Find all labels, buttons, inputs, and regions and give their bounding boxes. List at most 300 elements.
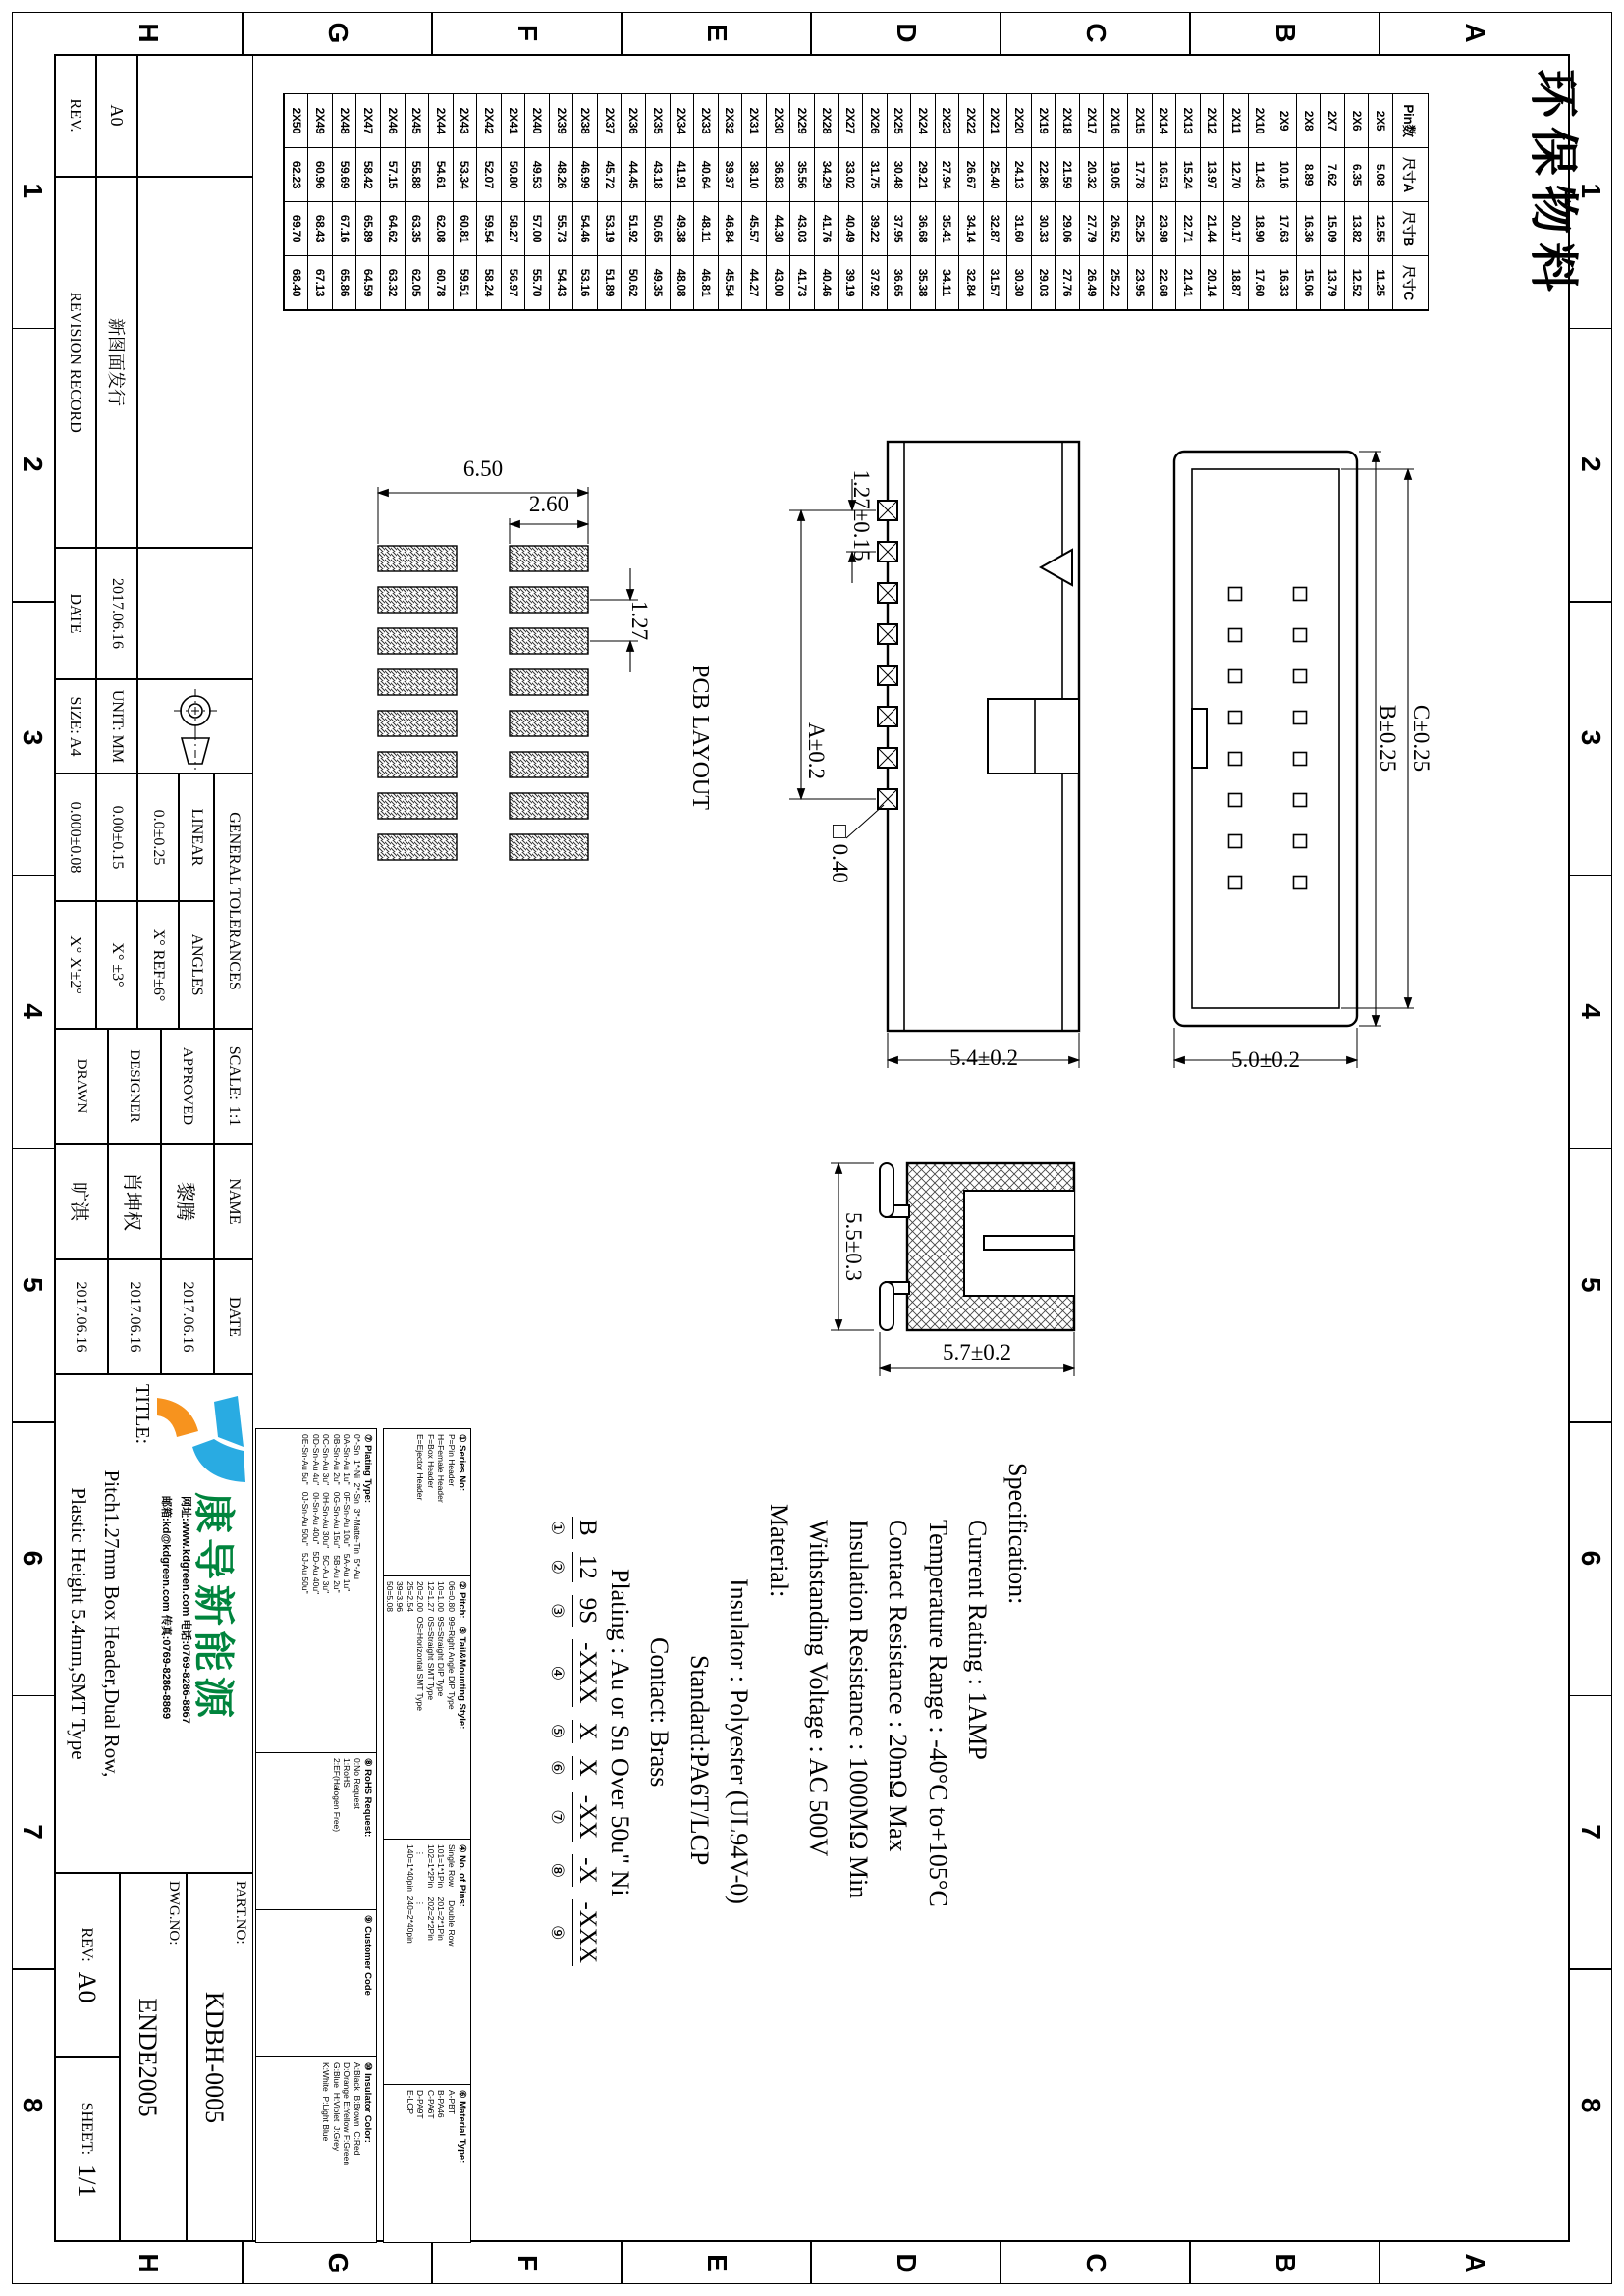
notes-line: E-LCP bbox=[406, 2090, 415, 2115]
zone-tick bbox=[432, 12, 434, 54]
notes-line: 1:RoHS bbox=[342, 1758, 352, 1788]
notes-line: D-PA9T bbox=[415, 2090, 426, 2119]
notes-line: 102=1*2Pin 202=2*2Pin bbox=[426, 1844, 436, 1941]
pcb-pad bbox=[378, 752, 457, 777]
dimension-cell: 36.68 bbox=[910, 202, 935, 256]
pin-count-cell: 2X15 bbox=[1127, 94, 1152, 148]
pn-segment bbox=[547, 1720, 601, 1743]
revision-entry-rev: A0 bbox=[96, 54, 137, 177]
projection-symbol-cell bbox=[137, 679, 253, 774]
zone-col-top-5: 5 bbox=[1576, 1277, 1607, 1293]
drawn-role: DRAWN bbox=[54, 1029, 108, 1144]
dim-pcb-span: 6.50 bbox=[462, 456, 504, 481]
zone-tick bbox=[12, 1968, 54, 1970]
rev-cell bbox=[54, 1873, 120, 2057]
dimension-cell: 59.54 bbox=[476, 202, 501, 256]
size-cell: SIZE: A4 bbox=[54, 679, 96, 774]
notes-line: P=Pin Header bbox=[447, 1434, 457, 1487]
zone-col-bottom-4: 4 bbox=[18, 1003, 49, 1019]
end-view-inner-wall bbox=[1192, 469, 1339, 1008]
pcb-pad bbox=[510, 546, 588, 571]
dimension-cell: 46.81 bbox=[693, 256, 718, 310]
dimension-cell: 15.06 bbox=[1296, 256, 1321, 310]
notes-column bbox=[256, 1753, 376, 1910]
notes-column bbox=[384, 1576, 470, 1840]
dimension-cell: 17.60 bbox=[1248, 256, 1272, 310]
notes-line: 10=1.00 9S=Straight DIP Type bbox=[436, 1581, 447, 1697]
end-pin bbox=[1294, 835, 1307, 848]
pin-table-header: 尺寸A bbox=[1392, 148, 1428, 202]
dimension-cell: 22.71 bbox=[1175, 202, 1200, 256]
pn-segment-text: 9S bbox=[572, 1595, 601, 1627]
pcb-pad bbox=[510, 752, 588, 777]
pin-count-cell: 2X42 bbox=[476, 94, 501, 148]
zone-tick bbox=[811, 12, 813, 54]
pin-count-cell: 2X25 bbox=[887, 94, 911, 148]
dimension-cell: 58.24 bbox=[476, 256, 501, 310]
pin-count-cell: 2X39 bbox=[549, 94, 573, 148]
dimension-cell: 17.63 bbox=[1272, 202, 1296, 256]
end-pin bbox=[1229, 753, 1242, 766]
pin-count-cell: 2X41 bbox=[501, 94, 525, 148]
dimension-cell: 27.79 bbox=[1079, 202, 1104, 256]
unit-cell: UNIT: MM bbox=[96, 679, 137, 774]
dimension-cell: 57.00 bbox=[524, 202, 549, 256]
dimension-cell: 67.13 bbox=[307, 256, 332, 310]
zone-tick bbox=[1570, 875, 1612, 877]
notes-line: K:White P:Light Blue bbox=[321, 2062, 332, 2142]
dimension-cell: 62.23 bbox=[284, 148, 308, 202]
dimension-cell: 16.36 bbox=[1296, 202, 1321, 256]
dimension-cell: 55.70 bbox=[524, 256, 549, 310]
dimension-cell: 13.97 bbox=[1200, 148, 1224, 202]
part-no-label: PART.NO: bbox=[233, 1881, 248, 1945]
pn-segment-text: 12 bbox=[572, 1552, 601, 1582]
zone-tick bbox=[243, 2242, 244, 2284]
end-pin bbox=[1294, 712, 1307, 724]
angles-header: ANGLES bbox=[179, 901, 214, 1029]
date-header: DATE bbox=[214, 1259, 253, 1374]
notes-line: 0B-Sn-Au 2u" 0G-Sn-Au 15u" 5B-Au 2u" bbox=[332, 1434, 342, 1593]
dimension-cell: 27.94 bbox=[935, 148, 959, 202]
pn-segment-ref: ⑤ bbox=[547, 1724, 567, 1739]
notes-line: 25=2.54 bbox=[406, 1581, 415, 1612]
scale-label: SCALE: bbox=[226, 1045, 243, 1100]
pin-count-cell: 2X13 bbox=[1175, 94, 1200, 148]
notes-line: 140=1*40pin 240=2*40pin bbox=[406, 1844, 415, 1944]
pin-count-cell: 2X40 bbox=[524, 94, 549, 148]
notes-column-title: ④ No. of Pins: bbox=[457, 1844, 467, 1907]
pin-count-cell: 2X7 bbox=[1320, 94, 1344, 148]
dimension-cell: 10.16 bbox=[1272, 148, 1296, 202]
dimension-cell: 39.37 bbox=[718, 148, 742, 202]
revision-empty-rev bbox=[137, 54, 253, 177]
spec-line: Material: bbox=[765, 1504, 793, 1598]
dimension-cell: 50.65 bbox=[645, 202, 670, 256]
dimension-cell: 37.92 bbox=[862, 256, 887, 310]
notes-line: H=Female Header bbox=[436, 1434, 447, 1503]
dim-end-height: 5.0±0.2 bbox=[1230, 1047, 1301, 1072]
zone-tick bbox=[12, 1695, 54, 1697]
dimension-cell: 44.45 bbox=[622, 148, 646, 202]
dimension-cell: 48.08 bbox=[670, 256, 694, 310]
pin-count-cell: 2X50 bbox=[284, 94, 308, 148]
pn-segment bbox=[547, 1639, 601, 1707]
notes-column-title: ⑦ Plating Type: bbox=[362, 1434, 373, 1504]
dimension-cell: 60.96 bbox=[307, 148, 332, 202]
pin-count-cell: 2X22 bbox=[958, 94, 983, 148]
dimension-cell: 65.86 bbox=[332, 256, 356, 310]
dimension-cell: 19.05 bbox=[1103, 148, 1127, 202]
dimension-cell: 43.03 bbox=[789, 202, 814, 256]
dimension-cell: 20.17 bbox=[1223, 202, 1248, 256]
smt-lead-foot-left bbox=[880, 1163, 893, 1217]
dimension-cell: 36.65 bbox=[887, 256, 911, 310]
zone-row-left-E: E bbox=[702, 24, 733, 42]
notes-line: A-PBT bbox=[447, 2090, 457, 2115]
smt-lead-foot-right bbox=[880, 1282, 893, 1330]
dimension-cell: 35.56 bbox=[789, 148, 814, 202]
notes-line: 101=1*1Pin 201=2*1Pin bbox=[436, 1844, 447, 1941]
pn-segment bbox=[547, 1854, 601, 1886]
dimension-cell: 50.62 bbox=[622, 256, 646, 310]
notes-column-title: ⑧ RoHS Request: bbox=[362, 1758, 373, 1838]
dimension-cell: 68.43 bbox=[307, 202, 332, 256]
zone-col-top-6: 6 bbox=[1576, 1550, 1607, 1567]
logo-blue-top bbox=[214, 1396, 244, 1447]
dimension-cell: 6.35 bbox=[1344, 148, 1369, 202]
spec-line: Contact Resistance : 20mΩ Max bbox=[884, 1520, 913, 1852]
dimension-cell: 45.72 bbox=[597, 148, 622, 202]
pin-count-cell: 2X43 bbox=[453, 94, 477, 148]
pin-count-cell: 2X33 bbox=[693, 94, 718, 148]
dimension-cell: 30.30 bbox=[1006, 256, 1031, 310]
pin-count-cell: 2X17 bbox=[1079, 94, 1104, 148]
notes-line: 0:No Request bbox=[352, 1758, 362, 1809]
notes-line: 20=2.00 OS=Horizontal SMT Type bbox=[415, 1581, 426, 1711]
dimension-cell: 56.97 bbox=[501, 256, 525, 310]
end-pin bbox=[1229, 712, 1242, 724]
zone-col-top-2: 2 bbox=[1576, 456, 1607, 472]
zone-row-left-B: B bbox=[1271, 23, 1302, 43]
zone-tick bbox=[12, 601, 54, 603]
title-label: TITLE: bbox=[132, 1384, 153, 1445]
dimension-cell: 15.09 bbox=[1320, 202, 1344, 256]
pin-table-header: 尺寸C bbox=[1392, 256, 1428, 310]
zone-row-left-F: F bbox=[513, 24, 544, 42]
zone-col-bottom-6: 6 bbox=[18, 1550, 49, 1567]
zone-row-right-D: D bbox=[892, 2253, 923, 2273]
notes-line: F=Box Header bbox=[426, 1434, 436, 1489]
dimension-cell: 18.90 bbox=[1248, 202, 1272, 256]
dimension-cell: 17.78 bbox=[1127, 148, 1152, 202]
notes-column bbox=[384, 2085, 470, 2242]
zone-col-bottom-2: 2 bbox=[18, 456, 49, 472]
revision-header-date: DATE bbox=[54, 548, 96, 679]
dimension-cell: 64.62 bbox=[380, 202, 405, 256]
zone-tick bbox=[1570, 328, 1612, 330]
notes-line: E=Ejector Header bbox=[415, 1434, 426, 1501]
end-pin bbox=[1229, 670, 1242, 683]
rev-value: A0 bbox=[73, 1971, 102, 2003]
zone-col-top-4: 4 bbox=[1576, 1003, 1607, 1019]
dimension-cell: 59.51 bbox=[453, 256, 477, 310]
pin-count-cell: 2X36 bbox=[622, 94, 646, 148]
pin-count-cell: 2X23 bbox=[935, 94, 959, 148]
pin-count-cell: 2X34 bbox=[670, 94, 694, 148]
part-no-value: KDBH-0005 bbox=[200, 1991, 229, 2124]
dimension-cell: 22.68 bbox=[1152, 256, 1176, 310]
pin-count-cell: 2X26 bbox=[862, 94, 887, 148]
part-number-breakdown bbox=[547, 1517, 601, 1966]
dim-side-height: 5.7±0.2 bbox=[942, 1340, 1012, 1364]
end-view-key-notch bbox=[1192, 709, 1207, 768]
dimension-cell: 48.26 bbox=[549, 148, 573, 202]
zone-tick bbox=[1380, 2242, 1381, 2284]
pin-count-cell: 2X47 bbox=[355, 94, 380, 148]
zone-col-top-8: 8 bbox=[1576, 2097, 1607, 2113]
pcb-pad bbox=[378, 546, 457, 571]
notes-column bbox=[256, 2057, 376, 2242]
pcb-pads bbox=[378, 546, 588, 860]
dimension-cell: 31.60 bbox=[1006, 202, 1031, 256]
revision-entry-date: 2017.06.16 bbox=[96, 548, 137, 679]
dimension-cell: 15.24 bbox=[1175, 148, 1200, 202]
sheet-cell bbox=[54, 2057, 120, 2242]
notes-box-top bbox=[383, 1428, 471, 2243]
zone-col-bottom-8: 8 bbox=[18, 2097, 49, 2113]
dimension-cell: 53.19 bbox=[597, 202, 622, 256]
pin-table-header: Pin数 bbox=[1392, 94, 1428, 148]
zone-tick bbox=[12, 328, 54, 330]
zone-tick bbox=[12, 1421, 54, 1423]
tol-angle-1: X° REF±6° bbox=[137, 901, 179, 1029]
zone-row-left-D: D bbox=[892, 23, 923, 43]
dimension-cell: 50.80 bbox=[501, 148, 525, 202]
dimension-cell: 26.49 bbox=[1079, 256, 1104, 310]
zone-row-right-G: G bbox=[323, 2252, 354, 2274]
pn-segment-text: -XXX bbox=[572, 1639, 601, 1707]
front-view-key-slot bbox=[988, 699, 1079, 774]
dimension-cell: 52.07 bbox=[476, 148, 501, 202]
dimension-cell: 41.73 bbox=[789, 256, 814, 310]
pin-count-cell: 2X31 bbox=[741, 94, 766, 148]
pin-count-cell: 2X46 bbox=[380, 94, 405, 148]
dimension-cell: 44.27 bbox=[741, 256, 766, 310]
pin-count-cell: 2X45 bbox=[405, 94, 429, 148]
dimension-cell: 46.84 bbox=[718, 202, 742, 256]
pcb-pad bbox=[378, 834, 457, 860]
revision-empty-desc bbox=[137, 177, 253, 548]
zone-col-top-1: 1 bbox=[1576, 183, 1607, 199]
zone-tick bbox=[1190, 2242, 1192, 2284]
pn-segment-text: -XXX bbox=[572, 1899, 601, 1967]
dimension-cell: 55.88 bbox=[405, 148, 429, 202]
dimension-cell: 36.83 bbox=[766, 148, 790, 202]
dimension-cell: 31.57 bbox=[983, 256, 1007, 310]
dimension-cell: 62.08 bbox=[428, 202, 453, 256]
end-pin bbox=[1294, 877, 1307, 889]
dimension-cell: 60.81 bbox=[453, 202, 477, 256]
pcb-pad bbox=[378, 628, 457, 654]
pn-segment-ref: ⑨ bbox=[547, 1925, 567, 1941]
dimension-cell: 32.84 bbox=[958, 256, 983, 310]
dimension-cell: 20.32 bbox=[1079, 148, 1104, 202]
notes-column-title: ① Series No: bbox=[457, 1434, 467, 1492]
notes-line: B-PA46 bbox=[436, 2090, 447, 2118]
dimension-cell: 59.69 bbox=[332, 148, 356, 202]
spec-line: Current Rating : 1AMP bbox=[963, 1520, 993, 1760]
dimension-cell: 7.62 bbox=[1320, 148, 1344, 202]
dimension-cell: 39.19 bbox=[838, 256, 862, 310]
notes-column bbox=[384, 1840, 470, 2085]
pn-segment bbox=[547, 1517, 601, 1539]
spec-line: Insulator : Polyester (UL94V-0) bbox=[725, 1578, 754, 1904]
dimension-cell: 30.48 bbox=[887, 148, 911, 202]
designer-date: 2017.06.16 bbox=[108, 1259, 161, 1374]
dimension-cell: 67.16 bbox=[332, 202, 356, 256]
approved-date: 2017.06.16 bbox=[161, 1259, 214, 1374]
pin-count-cell: 2X14 bbox=[1152, 94, 1176, 148]
end-pin bbox=[1294, 588, 1307, 601]
zone-row-left-C: C bbox=[1081, 23, 1112, 43]
pn-segment-ref: ⑥ bbox=[547, 1760, 567, 1776]
pin-count-cell: 2X24 bbox=[910, 94, 935, 148]
zone-col-bottom-7: 7 bbox=[18, 1824, 49, 1840]
third-angle-projection-icon bbox=[139, 681, 251, 772]
pin-count-cell: 2X19 bbox=[1031, 94, 1056, 148]
zone-tick bbox=[12, 1148, 54, 1150]
spec-line: Plating : Au or Sn Over 50u" Ni bbox=[606, 1569, 634, 1896]
dim-pcb-pitch: 1.27 bbox=[627, 600, 652, 641]
end-pin bbox=[1294, 629, 1307, 642]
dimension-cell: 46.99 bbox=[572, 148, 597, 202]
pin-count-cell: 2X38 bbox=[572, 94, 597, 148]
zone-tick bbox=[622, 2242, 623, 2284]
designer-role: DESIGNER bbox=[108, 1029, 161, 1144]
zone-tick bbox=[811, 2242, 813, 2284]
sheet-label: SHEET: bbox=[79, 2102, 96, 2156]
pcb-pad bbox=[510, 587, 588, 613]
pin-count-cell: 2X16 bbox=[1103, 94, 1127, 148]
zone-tick bbox=[622, 12, 623, 54]
dimension-cell: 25.25 bbox=[1127, 202, 1152, 256]
zone-row-right-B: B bbox=[1271, 2253, 1302, 2273]
pin-count-cell: 2X44 bbox=[428, 94, 453, 148]
dimension-cell: 16.33 bbox=[1272, 256, 1296, 310]
dimension-cell: 34.14 bbox=[958, 202, 983, 256]
dim-front-pitch: 1.27±0.15 bbox=[849, 469, 874, 561]
tol-linear-2: 0.00±0.15 bbox=[96, 774, 137, 901]
dimension-cell: 63.35 bbox=[405, 202, 429, 256]
pn-segment-text: X bbox=[572, 1720, 601, 1743]
notes-column bbox=[256, 1429, 376, 1753]
zone-col-bottom-1: 1 bbox=[18, 183, 49, 199]
pcb-pad bbox=[378, 793, 457, 819]
spec-line: Specification: bbox=[1003, 1463, 1032, 1605]
dimension-cell: 40.46 bbox=[814, 256, 839, 310]
dimension-cell: 26.67 bbox=[958, 148, 983, 202]
zone-col-bottom-5: 5 bbox=[18, 1277, 49, 1293]
notes-column-title: ② Pitch: ③ Tail&Mounting Style: bbox=[457, 1581, 467, 1730]
dimension-cell: 21.59 bbox=[1055, 148, 1079, 202]
notes-line: 39=3.96 bbox=[395, 1581, 406, 1612]
company-contact-line1: 网址:www.kdgreen.com 电话:0769-8286-8867 bbox=[180, 1496, 191, 1724]
dimension-cell: 49.35 bbox=[645, 256, 670, 310]
tol-linear-1: 0.0±0.25 bbox=[137, 774, 179, 901]
notes-column-title: ⑩ Insulator Color: bbox=[362, 2062, 373, 2143]
dimension-cell: 11.25 bbox=[1368, 256, 1392, 310]
dimension-cell: 63.32 bbox=[380, 256, 405, 310]
dimension-cell: 13.82 bbox=[1344, 202, 1369, 256]
notes-line: 0C-Sn-Au 3u" 0H-Sn-Au 30u" 5C-Au 3u" bbox=[321, 1434, 332, 1594]
scale-value: 1:1 bbox=[226, 1105, 243, 1127]
dimension-cell: 5.08 bbox=[1368, 148, 1392, 202]
revision-header-rev: REV. bbox=[54, 54, 96, 177]
zone-tick bbox=[1570, 1421, 1612, 1423]
dimension-cell: 23.98 bbox=[1152, 202, 1176, 256]
company-logo-icon bbox=[153, 1386, 247, 1488]
pn-segment-ref: ③ bbox=[547, 1603, 567, 1619]
pn-segment-text: -X bbox=[572, 1854, 601, 1886]
zone-tick bbox=[1001, 12, 1002, 54]
spec-line: Temperature Range : -40°C to+105°C bbox=[924, 1520, 952, 1907]
pcb-layout-title: PCB LAYOUT bbox=[687, 665, 713, 810]
side-view-contact-post bbox=[984, 1236, 1074, 1250]
zone-col-top-7: 7 bbox=[1576, 1824, 1607, 1840]
dimension-cell: 38.10 bbox=[741, 148, 766, 202]
notes-column bbox=[256, 1910, 376, 2057]
dimension-cell: 29.03 bbox=[1031, 256, 1056, 310]
dimension-cell: 32.87 bbox=[983, 202, 1007, 256]
spec-line: Contact: Brass bbox=[645, 1637, 675, 1788]
dimension-cell: 34.29 bbox=[814, 148, 839, 202]
title-line1: Pitch1.27mm Box Header,Dual Row, bbox=[100, 1469, 124, 1778]
approved-name: 黎腾 bbox=[161, 1144, 214, 1259]
pn-segment bbox=[547, 1899, 601, 1967]
dimension-cell: 35.41 bbox=[935, 202, 959, 256]
pin-count-cell: 2X9 bbox=[1272, 94, 1296, 148]
end-view-pin-grid bbox=[1229, 588, 1307, 889]
notes-line: D:Orange E:Yellow F:Green bbox=[342, 2062, 352, 2166]
dimension-cell: 54.43 bbox=[549, 256, 573, 310]
end-pin bbox=[1229, 877, 1242, 889]
dimension-cell: 41.91 bbox=[670, 148, 694, 202]
dimension-cell: 53.34 bbox=[453, 148, 477, 202]
zone-tick bbox=[12, 875, 54, 877]
dimension-cell: 62.05 bbox=[405, 256, 429, 310]
zone-row-right-E: E bbox=[702, 2254, 733, 2272]
pin-count-cell: 2X20 bbox=[1006, 94, 1031, 148]
logo-orange-arc bbox=[157, 1398, 198, 1437]
dimension-cell: 25.40 bbox=[983, 148, 1007, 202]
revision-header-record: REVISION RECORD bbox=[54, 177, 96, 548]
pin-count-cell: 2X10 bbox=[1248, 94, 1272, 148]
end-pin bbox=[1229, 835, 1242, 848]
dimension-cell: 54.46 bbox=[572, 202, 597, 256]
end-pin bbox=[1294, 753, 1307, 766]
pcb-pad bbox=[378, 711, 457, 736]
notes-line: 2:EF(Halogen Free) bbox=[332, 1758, 342, 1833]
zone-col-top-3: 3 bbox=[1576, 729, 1607, 746]
notes-box-bottom bbox=[255, 1428, 377, 2243]
zone-col-bottom-3: 3 bbox=[18, 729, 49, 746]
zone-row-left-H: H bbox=[134, 23, 165, 43]
pn-segment bbox=[547, 1595, 601, 1627]
dimension-cell: 65.89 bbox=[355, 202, 380, 256]
pn-segment-ref: ⑧ bbox=[547, 1862, 567, 1878]
pcb-pad bbox=[510, 711, 588, 736]
